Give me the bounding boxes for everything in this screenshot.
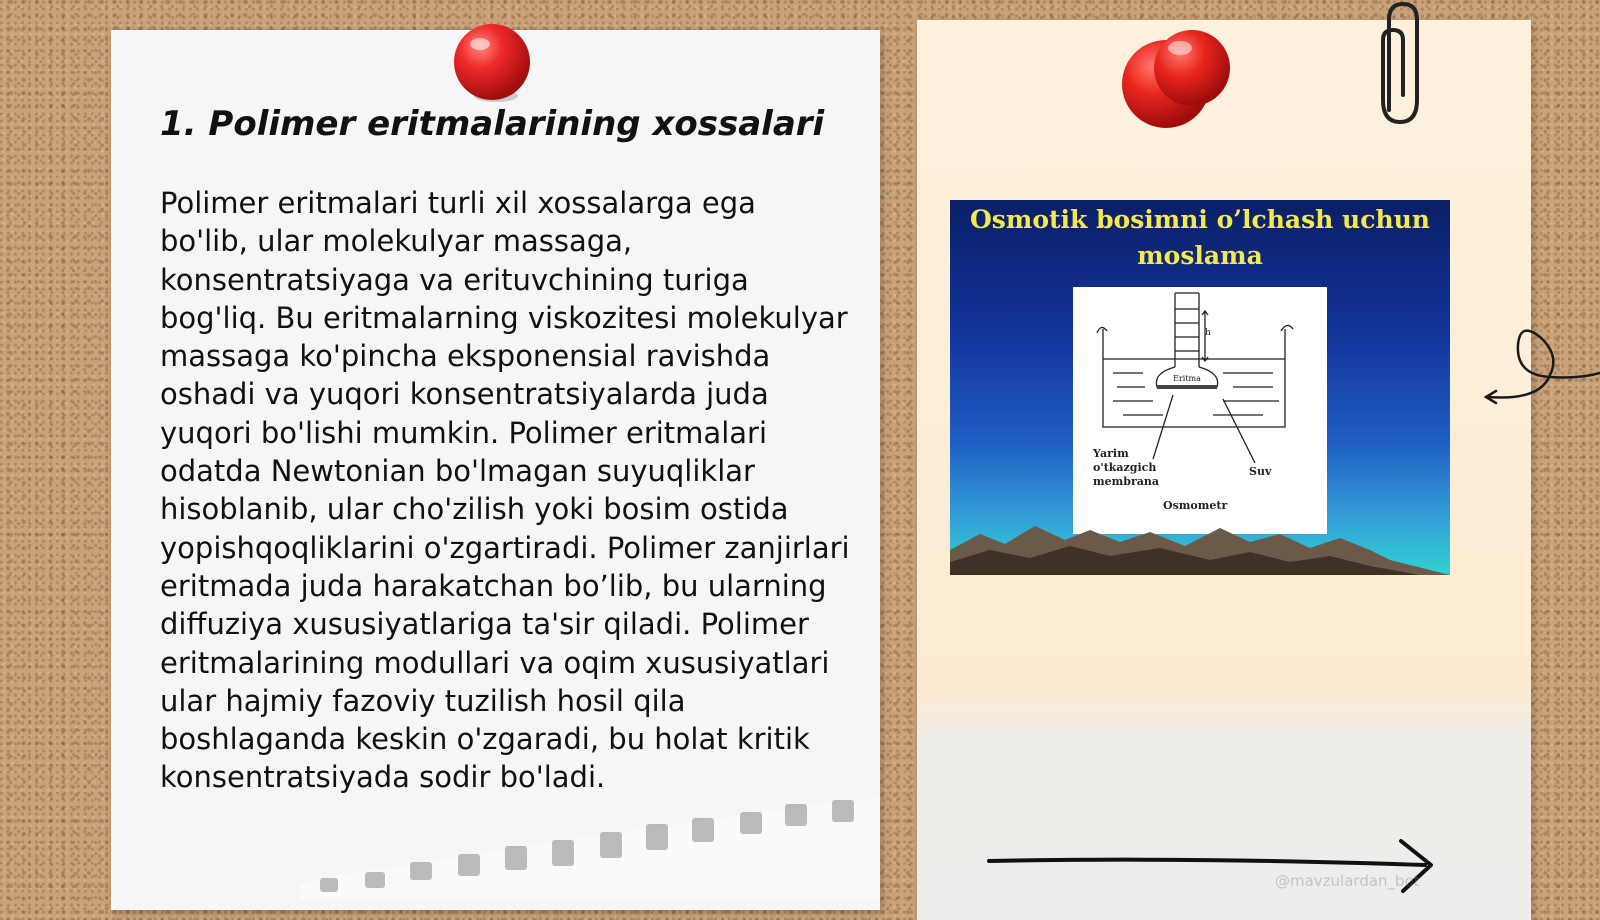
watermark: @mavzulardan_bot	[1275, 872, 1420, 890]
figure-diagram-panel	[1073, 287, 1327, 534]
page-title: 1. Polimer eritmalarining xossalari	[160, 104, 825, 144]
label-membrane-2: o'tkazgich	[1093, 461, 1157, 474]
osmometer-figure	[950, 200, 1450, 575]
paper-clip-icon	[1375, 0, 1425, 130]
label-eritma: Eritma	[1173, 374, 1201, 383]
curl-doodle-icon	[1480, 315, 1600, 415]
mountain-decoration	[950, 520, 1450, 575]
figure-title: Osmotik bosimni o’lchash uchun moslama	[970, 205, 1430, 270]
label-water: Suv	[1249, 465, 1272, 478]
label-membrane-3: membrana	[1093, 475, 1160, 488]
push-pin-icon	[452, 22, 536, 106]
label-h: h	[1205, 328, 1211, 338]
torn-paper-edge	[300, 790, 880, 900]
label-osmometer: Osmometr	[1163, 499, 1228, 512]
label-membrane-1: Yarim	[1093, 447, 1129, 460]
body-paragraph: Polimer eritmalari turli xil xossalarga ega bo'lib, ular molekulyar massaga, konsentratsiyaga va erituvchining turiga bog'liq. Bu eritmalarning viskozitesi molekulyar massaga ko'pincha eksponensial ravishda oshadi va yuqori konsentratsiyalarda juda yuqori bo'lishi mumkin. Polimer eritmalari odatda Newtonian bo'lmagan suyuqliklar hisoblanib, ular cho'zilish yoki bosim ostida yopishqoqliklarini o'zgartiradi. Polimer zanjirlari eritmada juda harakatchan bo’lib, bu ularning diffuziya xususiyatlariga ta'sir qiladi. Polimer eritmalarining modullari va oqim xususiyatlari ular hajmiy fazoviy tuzilish hosil qila boshlaganda keskin o'zgaradi, bu holat kritik konsentratsiyada sodir bo'ladi.	[160, 186, 850, 795]
push-pin-icon	[1122, 28, 1236, 132]
osmometer-diagram	[1073, 287, 1327, 534]
